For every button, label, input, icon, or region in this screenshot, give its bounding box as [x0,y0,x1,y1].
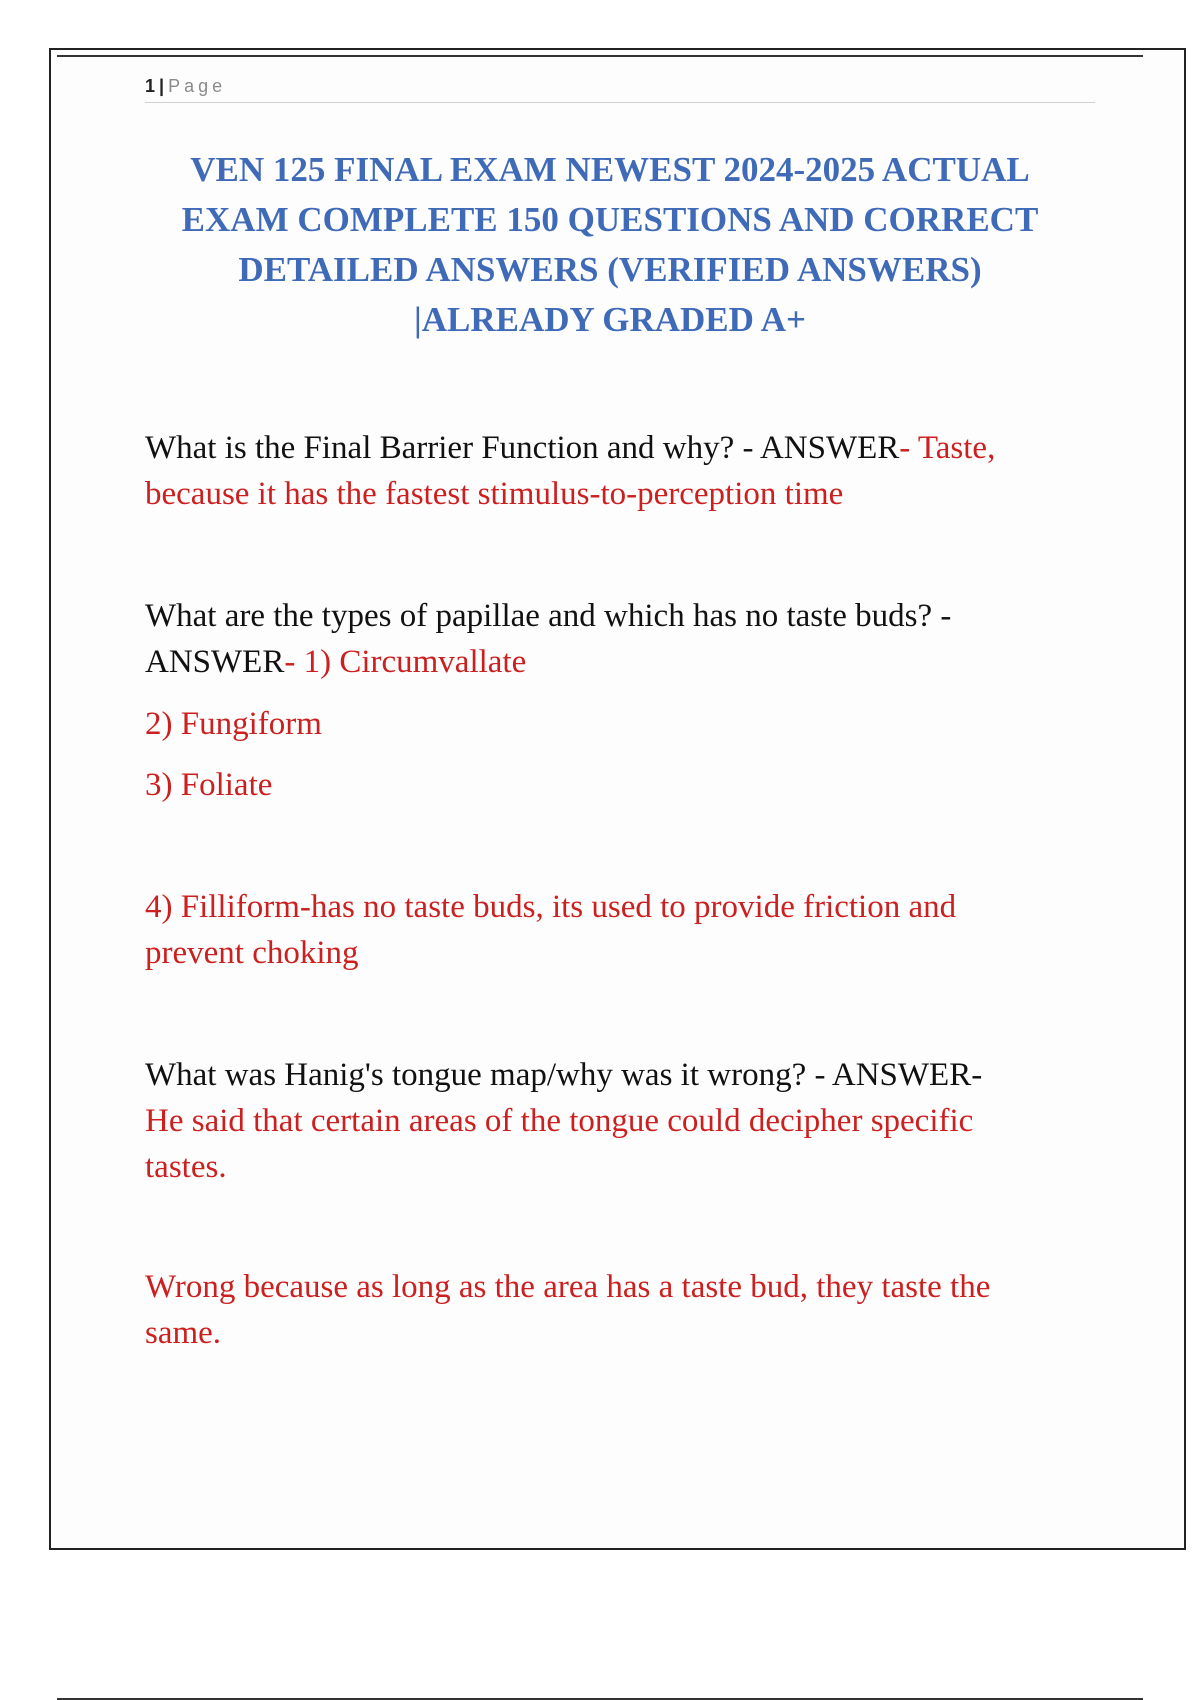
page-word: Page [168,76,227,96]
answer-text: tastes. [145,1149,227,1185]
document-title [150,145,1070,345]
answer-text: because it has the fastest stimulus-to-perception time [145,476,844,512]
qa-item-3 [145,1052,1105,1190]
answer-text: prevent choking [145,935,359,971]
question-text: What is the Final Barrier Function and why? - ANSWER [145,430,900,466]
qa-item-2 [145,593,1105,685]
header-separator: | [159,76,165,96]
title-line: VEN 125 FINAL EXAM NEWEST 2024-2025 ACTUAL [190,150,1030,189]
answer-text: same. [145,1315,222,1351]
title-line: DETAILED ANSWERS (VERIFIED ANSWERS) [238,250,982,289]
answer-text: - Taste, [899,430,996,466]
title-line: EXAM COMPLETE 150 QUESTIONS AND CORRECT [181,200,1039,239]
answer-text: He said that certain areas of the tongue could decipher specific [145,1103,974,1139]
question-text: What are the types of papillae and which has no taste buds? - [145,598,952,634]
answer-list-item: 2) Fungiform [145,706,322,742]
qa-item-1 [145,425,1105,517]
page-header [145,72,1095,103]
answer-text: - 1) Circumvallate [284,644,527,680]
title-line: |ALREADY GRADED A+ [414,300,806,339]
answer-extra [145,884,1105,976]
answer-extra [145,1264,1105,1356]
question-text: ANSWER [145,644,285,680]
answer-text: 4) Filliform-has no taste buds, its used to provide friction and [145,889,957,925]
question-text: What was Hanig's tongue map/why was it wrong? - ANSWER- [145,1057,983,1093]
answer-list-item: 3) Foliate [145,767,273,803]
page-number: 1 [145,76,156,96]
answer-text: Wrong because as long as the area has a taste bud, they taste the [145,1269,991,1305]
top-rule [57,55,1143,57]
